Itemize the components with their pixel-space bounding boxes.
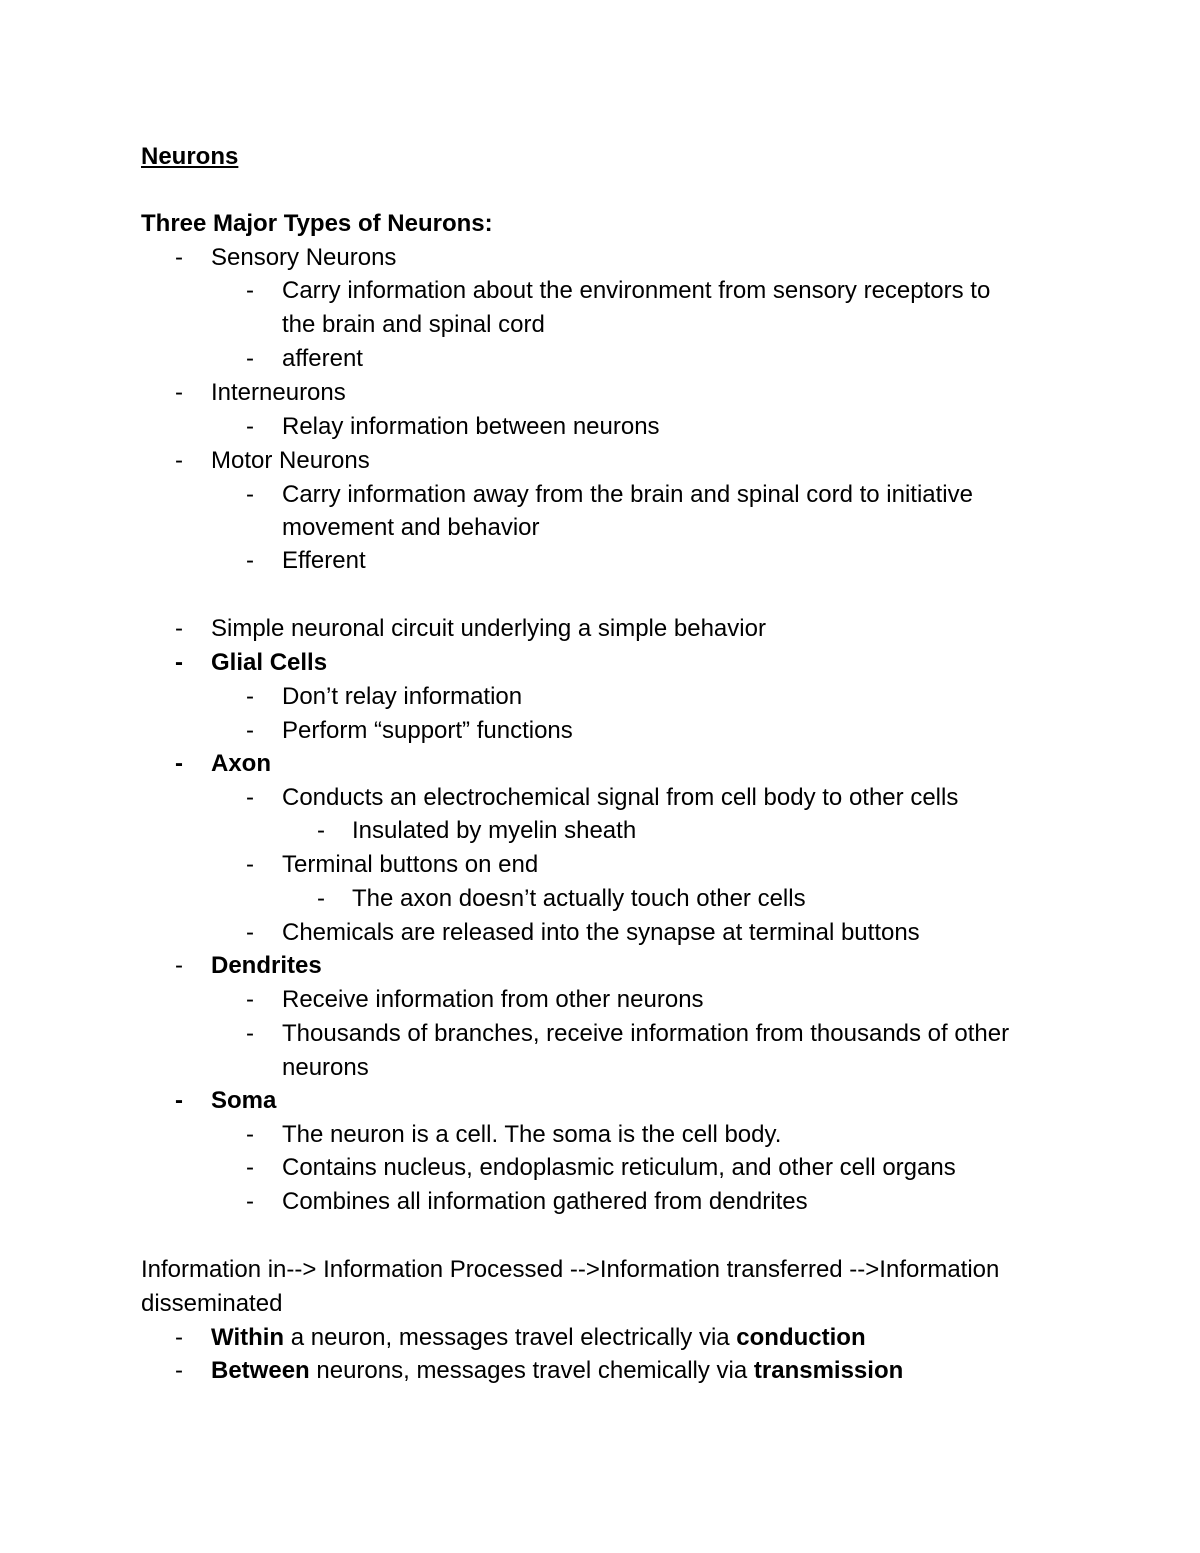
- bullet-dash: -: [246, 345, 254, 372]
- list-item: Thousands of branches, receive information from thousands of other: [282, 1020, 1010, 1047]
- list-item: Interneurons: [211, 379, 346, 406]
- document-title: Neurons: [141, 143, 239, 170]
- bullet-dash: -: [246, 784, 254, 811]
- bullet-dash: -: [175, 615, 183, 642]
- information-flow-line: Information in--> Information Processed -->Information transferred -->Information: [141, 1256, 1000, 1283]
- bullet-dash: -: [317, 817, 325, 844]
- list-item: Insulated by myelin sheath: [352, 817, 637, 844]
- bullet-dash: -: [246, 851, 254, 878]
- between-text: neurons, messages travel chemically via: [309, 1357, 754, 1384]
- bullet-dash: -: [175, 447, 183, 474]
- within-text: a neuron, messages travel electrically via: [284, 1324, 737, 1351]
- bullet-dash: -: [246, 1020, 254, 1047]
- bullet-dash: -: [175, 1324, 183, 1351]
- bullet-dash: -: [246, 717, 254, 744]
- transmission-term: transmission: [753, 1357, 904, 1384]
- list-item: Dendrites: [211, 952, 322, 979]
- types-heading: Three Major Types of Neurons:: [141, 210, 493, 237]
- bullet-dash: -: [246, 481, 254, 508]
- list-item-continuation: movement and behavior: [282, 514, 540, 541]
- within-label: Within: [211, 1324, 285, 1351]
- list-item: Terminal buttons on end: [282, 851, 539, 878]
- bullet-dash: -: [175, 1087, 183, 1114]
- list-item: Sensory Neurons: [211, 244, 397, 271]
- bullet-dash: -: [246, 413, 254, 440]
- list-item: The axon doesn’t actually touch other cells: [352, 885, 806, 912]
- bullet-dash: -: [246, 1188, 254, 1215]
- list-item: Motor Neurons: [211, 447, 370, 474]
- list-item: Combines all information gathered from dendrites: [282, 1188, 808, 1215]
- list-item-continuation: neurons: [282, 1054, 369, 1081]
- bullet-dash: -: [246, 683, 254, 710]
- list-item: Conducts an electrochemical signal from cell body to other cells: [282, 784, 959, 811]
- list-item-within: [211, 1321, 866, 1355]
- list-item: Don’t relay information: [282, 683, 523, 710]
- bullet-dash: -: [175, 750, 183, 777]
- bullet-dash: -: [175, 649, 183, 676]
- list-item-continuation: the brain and spinal cord: [282, 311, 545, 338]
- list-item: afferent: [282, 345, 363, 372]
- list-item: Efferent: [282, 547, 366, 574]
- bullet-dash: -: [246, 1121, 254, 1148]
- conduction-term: conduction: [736, 1324, 866, 1351]
- between-label: Between: [211, 1357, 310, 1384]
- bullet-dash: -: [246, 919, 254, 946]
- list-item-between: [211, 1354, 903, 1388]
- list-item: The neuron is a cell. The soma is the cell body.: [282, 1121, 782, 1148]
- bullet-dash: -: [246, 986, 254, 1013]
- bullet-dash: -: [246, 547, 254, 574]
- list-item: Carry information about the environment from sensory receptors to: [282, 277, 991, 304]
- list-item: Glial Cells: [211, 649, 328, 676]
- list-item: Contains nucleus, endoplasmic reticulum, and other cell organs: [282, 1154, 956, 1181]
- list-item: Receive information from other neurons: [282, 986, 704, 1013]
- list-item: Relay information between neurons: [282, 413, 660, 440]
- bullet-dash: -: [175, 952, 183, 979]
- list-item: Simple neuronal circuit underlying a simple behavior: [211, 615, 766, 642]
- list-item: Axon: [211, 750, 271, 777]
- list-item: Perform “support” functions: [282, 717, 573, 744]
- bullet-dash: -: [246, 277, 254, 304]
- list-item: Chemicals are released into the synapse at terminal buttons: [282, 919, 920, 946]
- list-item: Carry information away from the brain and spinal cord to initiative: [282, 481, 973, 508]
- bullet-dash: -: [175, 1357, 183, 1384]
- bullet-dash: -: [246, 1154, 254, 1181]
- bullet-dash: -: [175, 244, 183, 271]
- bullet-dash: -: [317, 885, 325, 912]
- bullet-dash: -: [175, 379, 183, 406]
- information-flow-continuation: disseminated: [141, 1290, 283, 1317]
- list-item: Soma: [211, 1087, 277, 1114]
